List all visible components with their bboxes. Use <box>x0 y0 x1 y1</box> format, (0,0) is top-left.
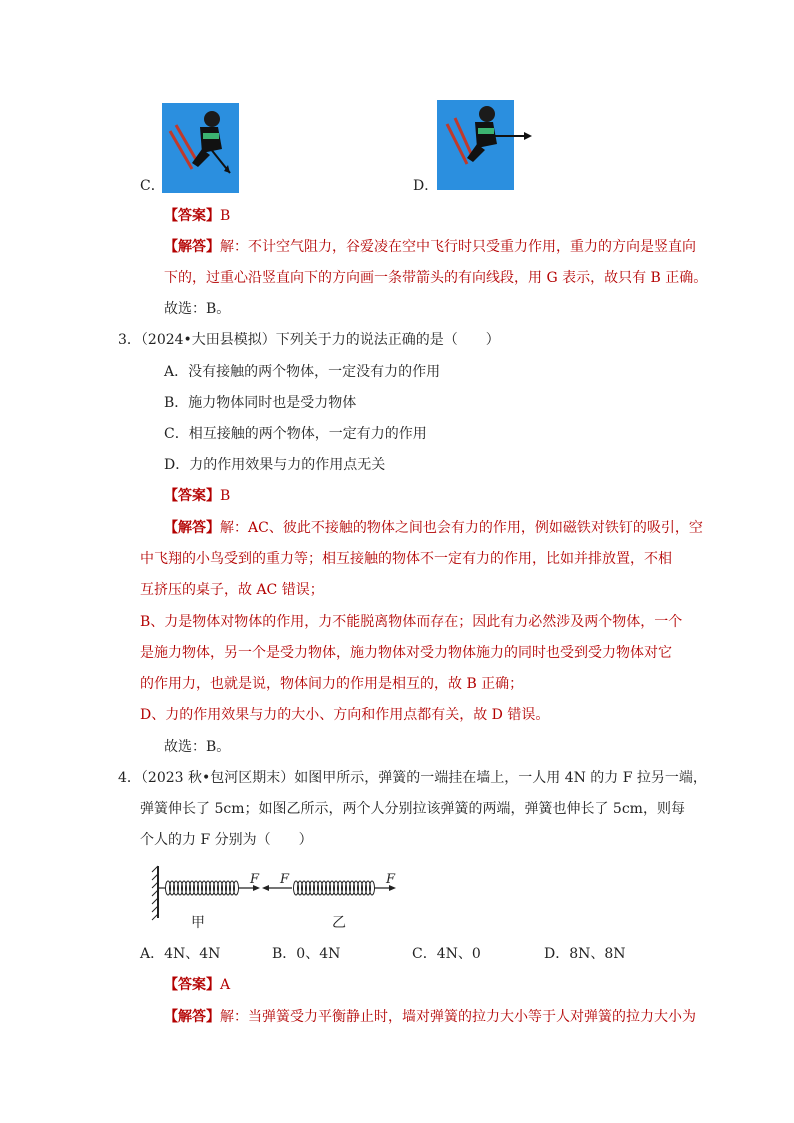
q4-stem-line-3: 个人的力 F 分别为（ ） <box>140 832 313 848</box>
option-d-label: D． <box>413 178 439 194</box>
q3-option-c: C．相互接触的两个物体，一定有力的作用 <box>164 426 427 442</box>
q3-analysis-line-5: 是施力物体，另一个是受力物体，施力物体对受力物体施力的同时也受到受力物体对它 <box>140 645 672 661</box>
figure-caption-jia: 甲 <box>191 915 205 931</box>
q3-analysis-line-6: 的作用力，也就是说，物体间力的作用是相互的，故 B 正确； <box>140 676 524 692</box>
q2-analysis-line-1: 【解答】解：不计空气阻力，谷爱凌在空中飞行时只受重力作用，重力的方向是竖直向 <box>164 239 696 255</box>
answer-tag: 【答案】 <box>164 208 220 224</box>
spring-jia <box>166 881 239 895</box>
q4-analysis-line-1: 【解答】解：当弹簧受力平衡静止时，墙对弹簧的拉力大小等于人对弹簧的拉力大小为 <box>164 1009 696 1025</box>
q4-option-b: B．0、4N <box>272 946 341 962</box>
q4-answer: 【答案】A <box>164 977 231 993</box>
analysis-tag: 【解答】 <box>164 239 220 255</box>
force-label-yi-left: F <box>280 872 290 887</box>
q4-stem-line-2: 弹簧伸长了 5cm；如图乙所示，两个人分别拉该弹簧的两端，弹簧也伸长了 5cm，则每 <box>140 801 685 817</box>
q3-analysis-line-3: 互挤压的桌子，故 AC 错误； <box>140 582 324 598</box>
q2-choice: 故选：B。 <box>164 301 231 317</box>
spring-yi <box>294 881 375 895</box>
q4-stem-line-1: 4．（2023 秋•包河区期末）如图甲所示，弹簧的一端挂在墙上，一人用 4N 的力 F 拉另一端， <box>118 770 707 786</box>
force-label-jia: F <box>250 872 260 887</box>
q3-analysis-line-4: B、力是物体对物体的作用，力不能脱离物体而存在；因此有力必然涉及两个物体，一个 <box>140 614 683 630</box>
q3-option-b: B．施力物体同时也是受力物体 <box>164 395 357 411</box>
q2-answer <box>164 206 230 226</box>
spring-figure <box>130 862 410 932</box>
q3-analysis-line-1: 【解答】解：AC、彼此不接触的物体之间也会有力的作用，例如磁铁对铁钉的吸引，空 <box>164 520 703 536</box>
q3-answer: 【答案】B <box>164 488 231 504</box>
q3-analysis-line-2: 中飞翔的小鸟受到的重力等；相互接触的物体不一定有力的作用，比如并排放置，不相 <box>140 551 672 567</box>
q3-choice: 故选：B。 <box>164 739 231 755</box>
q4-option-d: D．8N、8N <box>544 946 626 962</box>
answer-value: B <box>220 208 231 224</box>
q3-option-d: D．力的作用效果与力的作用点无关 <box>164 457 386 473</box>
option-c-skier-image <box>162 103 239 193</box>
q3-stem: 3．（2024•大田县模拟）下列关于力的说法正确的是（ ） <box>118 332 500 348</box>
force-label-yi-right: F <box>386 872 396 887</box>
q4-option-a: A．4N、4N <box>140 946 221 962</box>
option-d-force-arrow <box>510 130 532 142</box>
q2-analysis-line-2: 下的，过重心沿竖直向下的方向画一条带箭头的有向线段，用 G 表示，故只有 B 正确。 <box>164 270 708 286</box>
q4-option-c: C．4N、0 <box>412 946 481 962</box>
option-c-label: C． <box>140 178 165 194</box>
figure-caption-yi: 乙 <box>332 915 346 931</box>
option-d-skier-image <box>437 100 514 190</box>
q3-analysis-line-7: D、力的作用效果与力的大小、方向和作用点都有关，故 D 错误。 <box>140 707 550 723</box>
q3-option-a: A．没有接触的两个物体，一定没有力的作用 <box>164 364 441 380</box>
